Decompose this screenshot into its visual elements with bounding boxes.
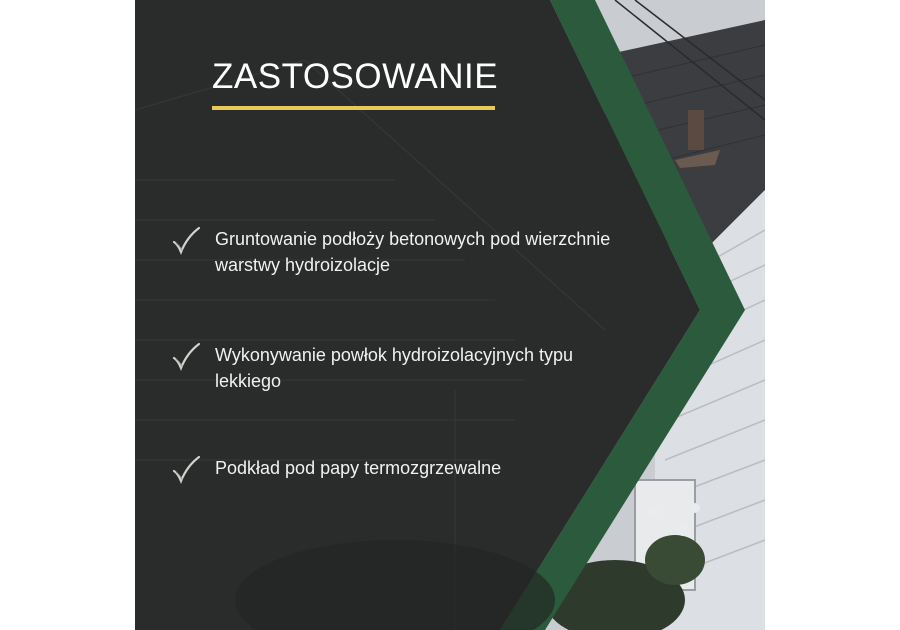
check-icon — [171, 226, 201, 256]
list-item-text: Gruntowanie podłoży betonowych pod wierzchnie warstwy hydroizolacje — [215, 229, 611, 275]
application-card — [135, 0, 765, 630]
check-icon — [171, 342, 201, 372]
list-item-text: Wykonywanie powłok hydroizolacyjnych typu lekkiego — [215, 345, 574, 391]
check-icon — [171, 455, 201, 485]
section-title: ZASTOSOWANIE — [212, 57, 499, 96]
title-underline — [212, 106, 495, 110]
list-item-text: Podkład pod papy termozgrzewalne — [215, 458, 502, 478]
